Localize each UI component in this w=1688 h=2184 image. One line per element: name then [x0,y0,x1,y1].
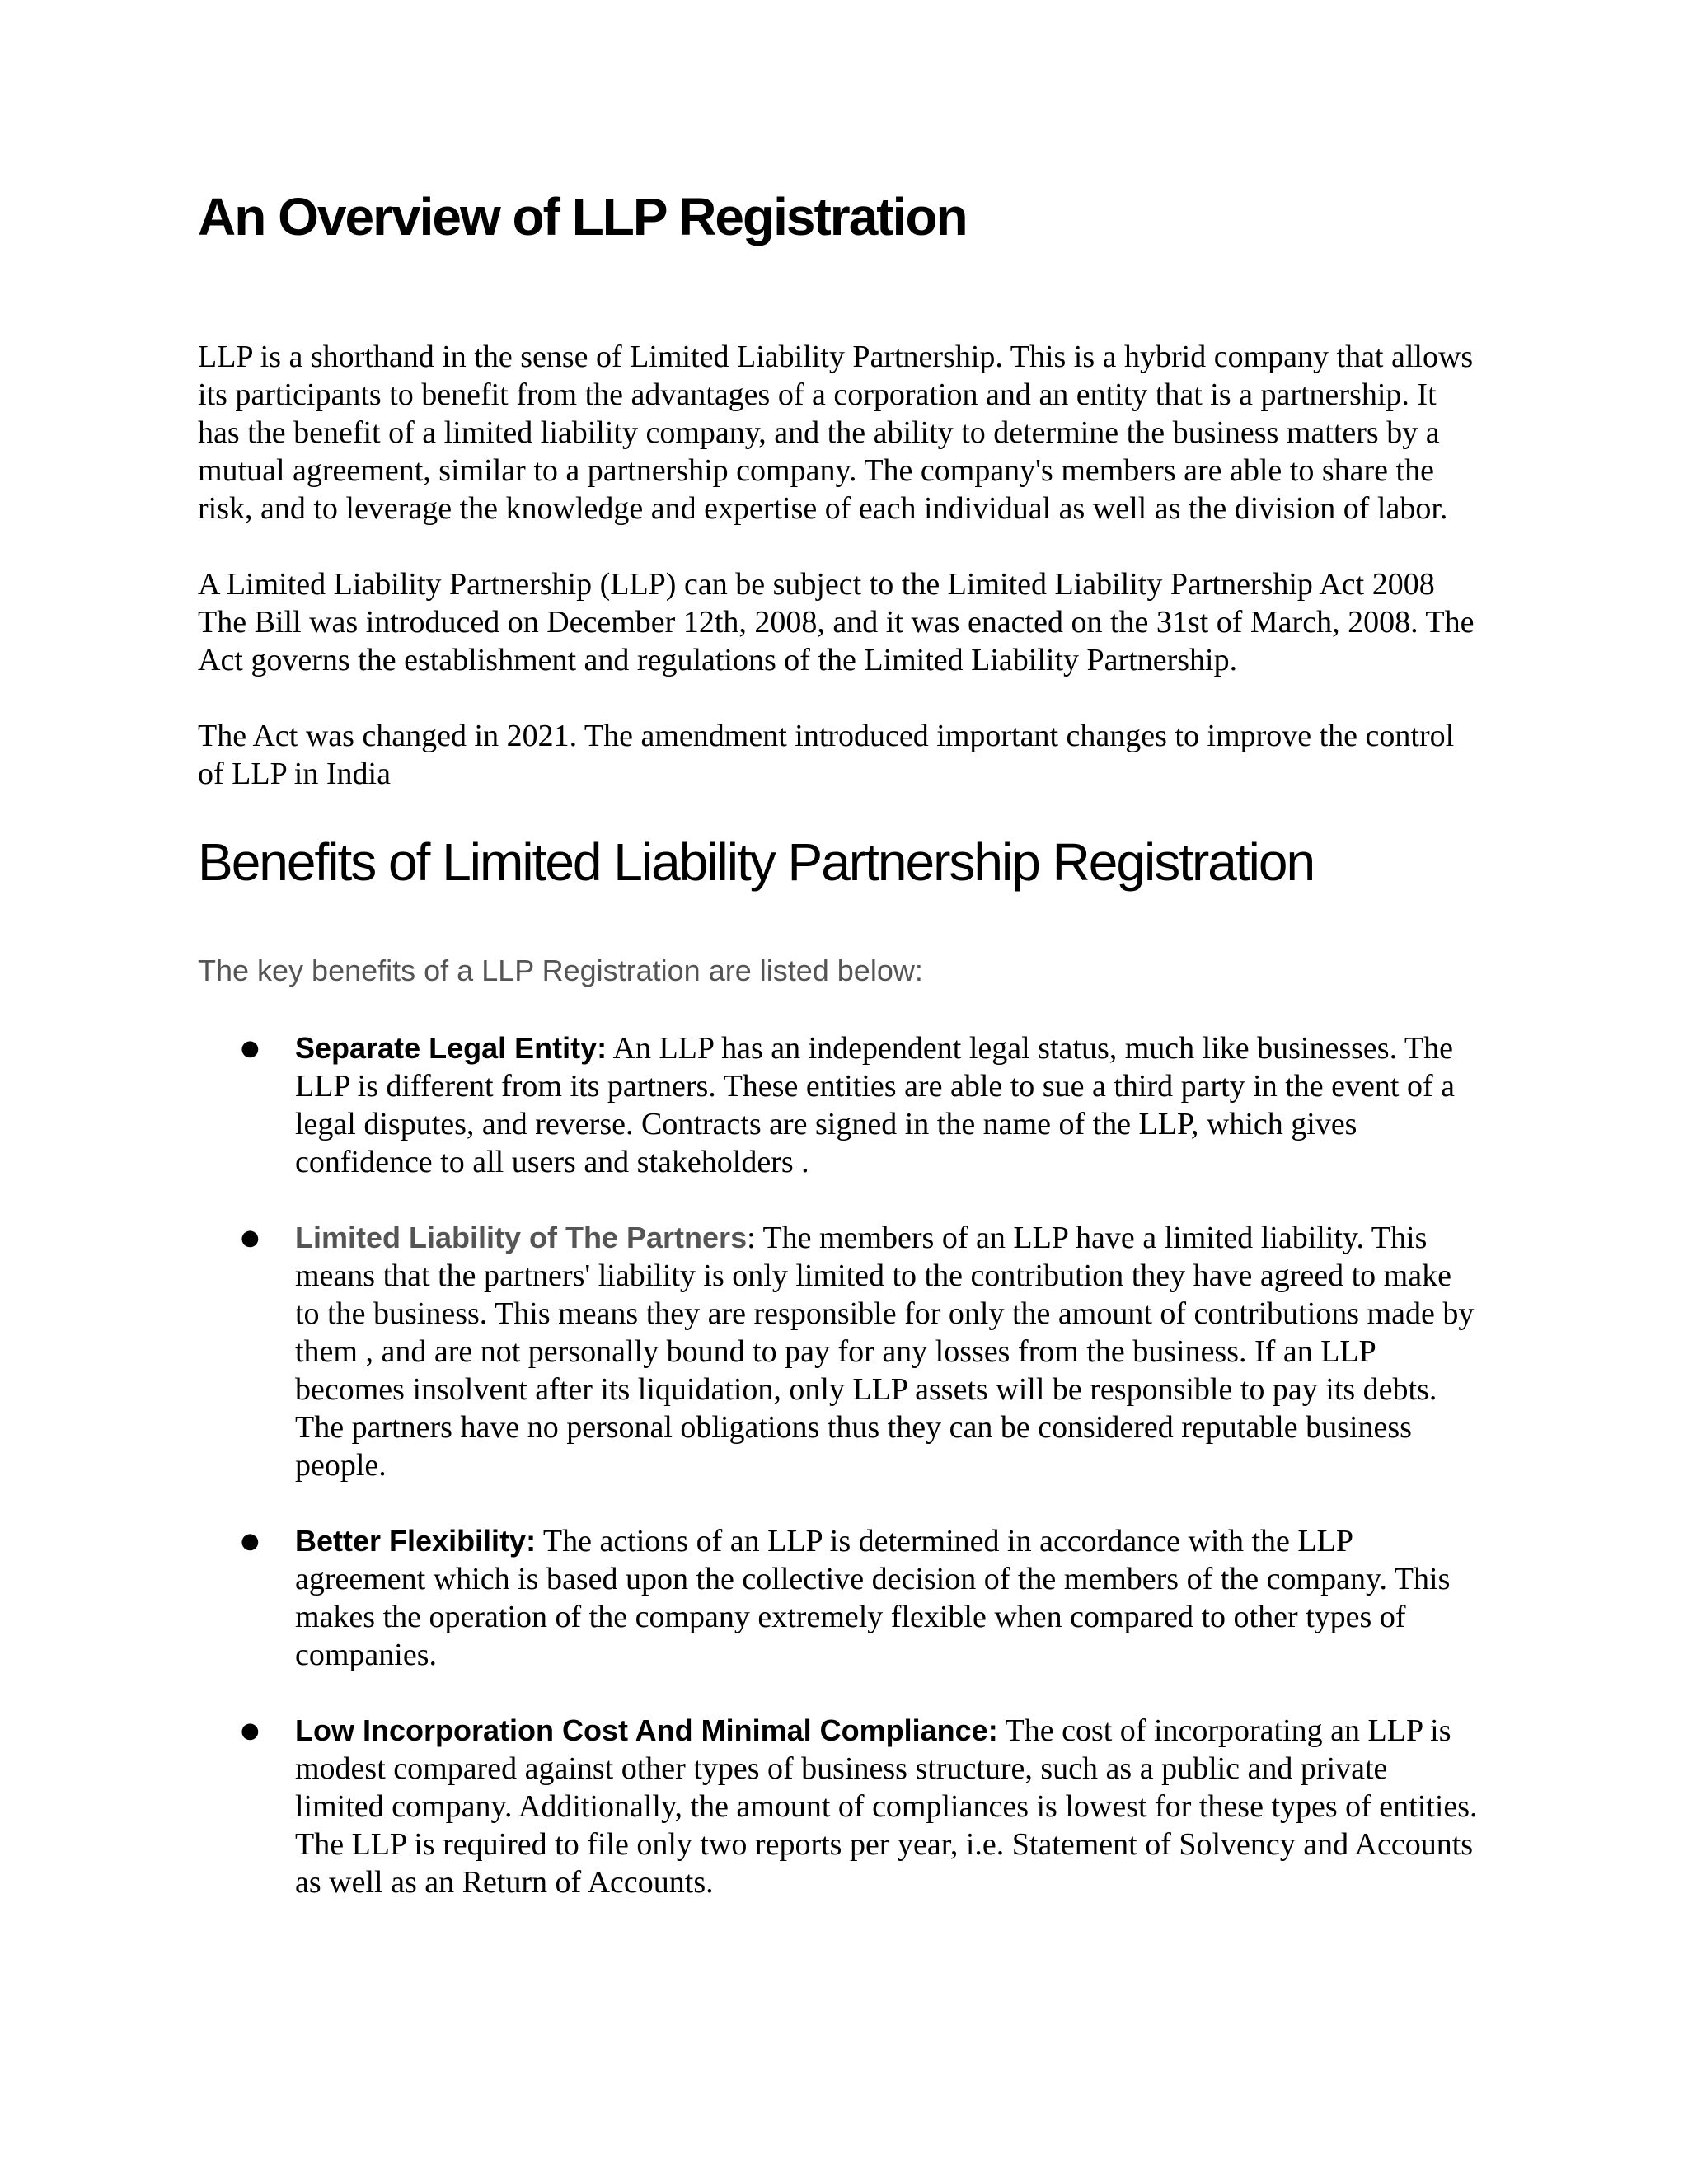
bullet-icon: ● [241,1718,260,1743]
benefits-lead: The key benefits of a LLP Registration are listed below: [198,953,923,987]
benefit-text: The actions of an LLP is determined in accordance with the LLP agreement which is based upon the collective decision of the members of the company. This makes the operation of the company extremely flexible when compared to other types of companies. [295,1523,1451,1672]
benefits-list [198,1029,1484,1901]
page-title: An Overview of LLP Registration [198,187,967,246]
list-item [241,1712,1484,1901]
act-paragraph: A Limited Liability Partnership (LLP) can be subject to the Limited Liability Partnership Act 2008 The Bill was introduced on December 12th, 2008, and it was enacted on the 31st of March, 2008. The Act governs the establishment and regulations of the Limited Liability Partnership. [198,566,1475,677]
list-item [241,1522,1484,1674]
benefit-text: The cost of incorporating an LLP is modest compared against other types of business structure, such as a public and private limited company. Additionally, the amount of compliances is lowest for these types of entities. The LLP is required to file only two reports per year, i.e. Statement of Solvency and Accounts as well as an Return of Accounts. [295,1713,1478,1900]
intro-paragraph: LLP is a shorthand in the sense of Limited Liability Partnership. This is a hybrid company that allows its participants to benefit from the advantages of a corporation and an entity that is a partnership. It has the benefit of a limited liability company, and the ability to determine the business matters by a mutual agreement, similar to a partnership company. The company's members are able to share the risk, and to leverage the knowledge and expertise of each individual as well as the division of labor. [198,339,1474,526]
bullet-icon: ● [241,1035,260,1061]
benefit-term: Limited Liability of The Partners [295,1220,748,1254]
list-item [241,1029,1484,1181]
bullet-icon: ● [241,1225,260,1250]
benefits-heading: Benefits of Limited Liability Partnership Registration [198,832,1315,892]
amendment-paragraph: The Act was changed in 2021. The amendment introduced important changes to improve the control of LLP in India [198,718,1455,791]
bullet-icon: ● [241,1528,260,1554]
benefit-term: Separate Legal Entity: [295,1030,607,1065]
benefit-text: An LLP has an independent legal status, much like businesses. The LLP is different from its partners. These entities are able to sue a third party in the event of a legal disputes, and reverse. Contracts are signed in the name of the LLP, which gives confidence to all users and stakeholders . [295,1030,1455,1179]
benefit-text: : The members of an LLP have a limited liability. This means that the partners' liability is only limited to the contribution they have agreed to make to the business. This means they are responsible for only the amount of contributions made by them , and are not personally bound to pay for any losses from the business. If an LLP becomes insolvent after its liquidation, only LLP assets will be responsible to pay its debts. The partners have no personal obligations thus they can be considered reputable business people. [295,1220,1475,1483]
benefit-term: Low Incorporation Cost And Minimal Compliance: [295,1713,998,1747]
list-item [241,1219,1484,1484]
document-page [198,185,1484,1939]
benefit-term: Better Flexibility: [295,1523,537,1558]
